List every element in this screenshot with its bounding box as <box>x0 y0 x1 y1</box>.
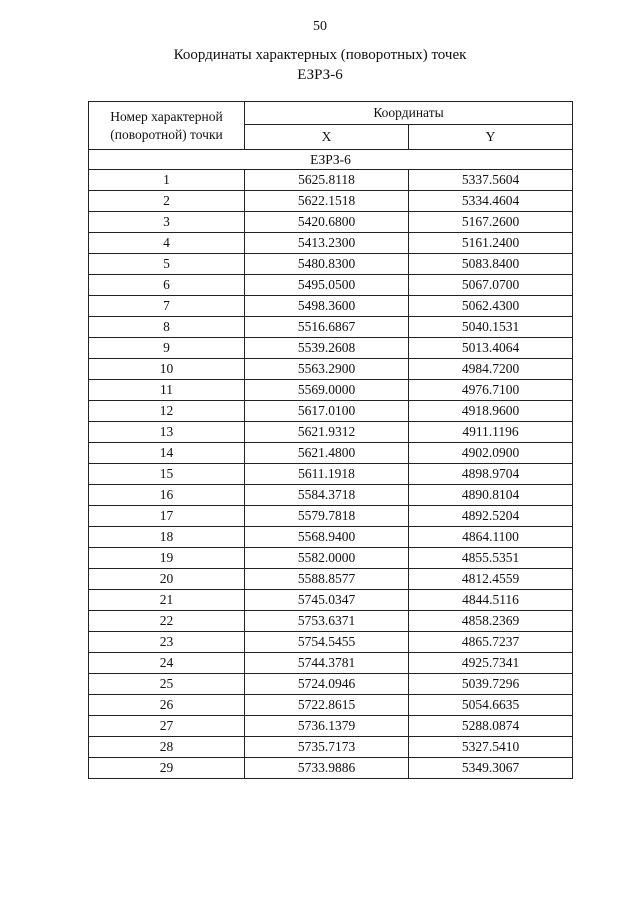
cell-point-number: 10 <box>89 359 245 380</box>
table-row <box>89 317 573 338</box>
cell-y: 4898.9704 <box>409 464 573 485</box>
cell-point-number: 13 <box>89 422 245 443</box>
cell-point-number: 1 <box>89 170 245 191</box>
table-row <box>89 737 573 758</box>
table-row <box>89 170 573 191</box>
cell-point-number: 27 <box>89 716 245 737</box>
cell-y: 5288.0874 <box>409 716 573 737</box>
cell-point-number: 6 <box>89 275 245 296</box>
cell-x: 5625.8118 <box>245 170 409 191</box>
cell-y: 4858.2369 <box>409 611 573 632</box>
cell-point-number: 12 <box>89 401 245 422</box>
cell-x: 5621.9312 <box>245 422 409 443</box>
cell-y: 5013.4064 <box>409 338 573 359</box>
cell-point-number: 3 <box>89 212 245 233</box>
cell-x: 5563.2900 <box>245 359 409 380</box>
cell-x: 5588.8577 <box>245 569 409 590</box>
table-row <box>89 464 573 485</box>
cell-x: 5617.0100 <box>245 401 409 422</box>
table-row <box>89 254 573 275</box>
header-coordinates: Координаты <box>245 102 573 125</box>
cell-y: 5161.2400 <box>409 233 573 254</box>
cell-y: 5039.7296 <box>409 674 573 695</box>
cell-point-number: 26 <box>89 695 245 716</box>
cell-y: 4918.9600 <box>409 401 573 422</box>
table-row <box>89 212 573 233</box>
cell-y: 5167.2600 <box>409 212 573 233</box>
table-row <box>89 275 573 296</box>
table-body <box>89 150 573 779</box>
cell-point-number: 23 <box>89 632 245 653</box>
cell-x: 5611.1918 <box>245 464 409 485</box>
cell-point-number: 16 <box>89 485 245 506</box>
cell-x: 5539.2608 <box>245 338 409 359</box>
cell-y: 5062.4300 <box>409 296 573 317</box>
cell-y: 5349.3067 <box>409 758 573 779</box>
cell-point-number: 4 <box>89 233 245 254</box>
cell-x: 5413.2300 <box>245 233 409 254</box>
cell-y: 5083.8400 <box>409 254 573 275</box>
cell-point-number: 21 <box>89 590 245 611</box>
table-row <box>89 674 573 695</box>
cell-y: 4890.8104 <box>409 485 573 506</box>
cell-y: 4902.0900 <box>409 443 573 464</box>
cell-y: 4844.5116 <box>409 590 573 611</box>
cell-x: 5621.4800 <box>245 443 409 464</box>
table-row <box>89 506 573 527</box>
cell-point-number: 18 <box>89 527 245 548</box>
cell-point-number: 24 <box>89 653 245 674</box>
cell-y: 5067.0700 <box>409 275 573 296</box>
table-row <box>89 695 573 716</box>
cell-point-number: 11 <box>89 380 245 401</box>
title-line-2: ЕЗРЗ-6 <box>297 67 343 83</box>
cell-point-number: 15 <box>89 464 245 485</box>
cell-point-number: 2 <box>89 191 245 212</box>
table-row <box>89 401 573 422</box>
table-row <box>89 485 573 506</box>
table-row <box>89 338 573 359</box>
table-row <box>89 359 573 380</box>
table-row <box>89 548 573 569</box>
table-row <box>89 611 573 632</box>
cell-y: 5054.6635 <box>409 695 573 716</box>
cell-x: 5753.6371 <box>245 611 409 632</box>
cell-y: 5334.4604 <box>409 191 573 212</box>
cell-x: 5735.7173 <box>245 737 409 758</box>
cell-x: 5722.8615 <box>245 695 409 716</box>
cell-y: 4976.7100 <box>409 380 573 401</box>
cell-x: 5736.1379 <box>245 716 409 737</box>
cell-point-number: 8 <box>89 317 245 338</box>
cell-x: 5420.6800 <box>245 212 409 233</box>
cell-y: 4925.7341 <box>409 653 573 674</box>
table-row <box>89 422 573 443</box>
coordinates-table <box>88 101 573 779</box>
cell-y: 5337.5604 <box>409 170 573 191</box>
table-row <box>89 758 573 779</box>
header-x: X <box>245 125 409 150</box>
table-row <box>89 569 573 590</box>
cell-y: 4892.5204 <box>409 506 573 527</box>
header-point-number: Номер характерной (поворотной) точки <box>89 102 245 150</box>
cell-point-number: 28 <box>89 737 245 758</box>
cell-x: 5480.8300 <box>245 254 409 275</box>
page-title <box>0 45 640 85</box>
cell-point-number: 29 <box>89 758 245 779</box>
cell-point-number: 25 <box>89 674 245 695</box>
cell-x: 5622.1518 <box>245 191 409 212</box>
cell-x: 5733.9886 <box>245 758 409 779</box>
cell-x: 5568.9400 <box>245 527 409 548</box>
cell-point-number: 17 <box>89 506 245 527</box>
table-row <box>89 380 573 401</box>
cell-x: 5569.0000 <box>245 380 409 401</box>
cell-x: 5754.5455 <box>245 632 409 653</box>
cell-x: 5495.0500 <box>245 275 409 296</box>
table-row <box>89 296 573 317</box>
cell-point-number: 9 <box>89 338 245 359</box>
group-label: ЕЗРЗ-6 <box>89 150 573 170</box>
cell-point-number: 5 <box>89 254 245 275</box>
cell-x: 5498.3600 <box>245 296 409 317</box>
cell-x: 5744.3781 <box>245 653 409 674</box>
cell-point-number: 19 <box>89 548 245 569</box>
table-row <box>89 590 573 611</box>
cell-x: 5579.7818 <box>245 506 409 527</box>
cell-y: 4865.7237 <box>409 632 573 653</box>
cell-point-number: 7 <box>89 296 245 317</box>
cell-point-number: 14 <box>89 443 245 464</box>
table-row <box>89 233 573 254</box>
table-row <box>89 632 573 653</box>
cell-point-number: 22 <box>89 611 245 632</box>
cell-x: 5745.0347 <box>245 590 409 611</box>
page-number: 50 <box>313 19 327 34</box>
cell-x: 5584.3718 <box>245 485 409 506</box>
table-row <box>89 716 573 737</box>
table-row <box>89 653 573 674</box>
cell-y: 5327.5410 <box>409 737 573 758</box>
cell-y: 4984.7200 <box>409 359 573 380</box>
table-row <box>89 191 573 212</box>
cell-y: 4864.1100 <box>409 527 573 548</box>
cell-x: 5582.0000 <box>245 548 409 569</box>
table-row <box>89 443 573 464</box>
cell-y: 4812.4559 <box>409 569 573 590</box>
cell-y: 4855.5351 <box>409 548 573 569</box>
cell-point-number: 20 <box>89 569 245 590</box>
cell-x: 5516.6867 <box>245 317 409 338</box>
cell-y: 5040.1531 <box>409 317 573 338</box>
header-y: Y <box>409 125 573 150</box>
cell-x: 5724.0946 <box>245 674 409 695</box>
title-line-1: Координаты характерных (поворотных) точек <box>173 47 467 63</box>
cell-y: 4911.1196 <box>409 422 573 443</box>
table-row <box>89 527 573 548</box>
